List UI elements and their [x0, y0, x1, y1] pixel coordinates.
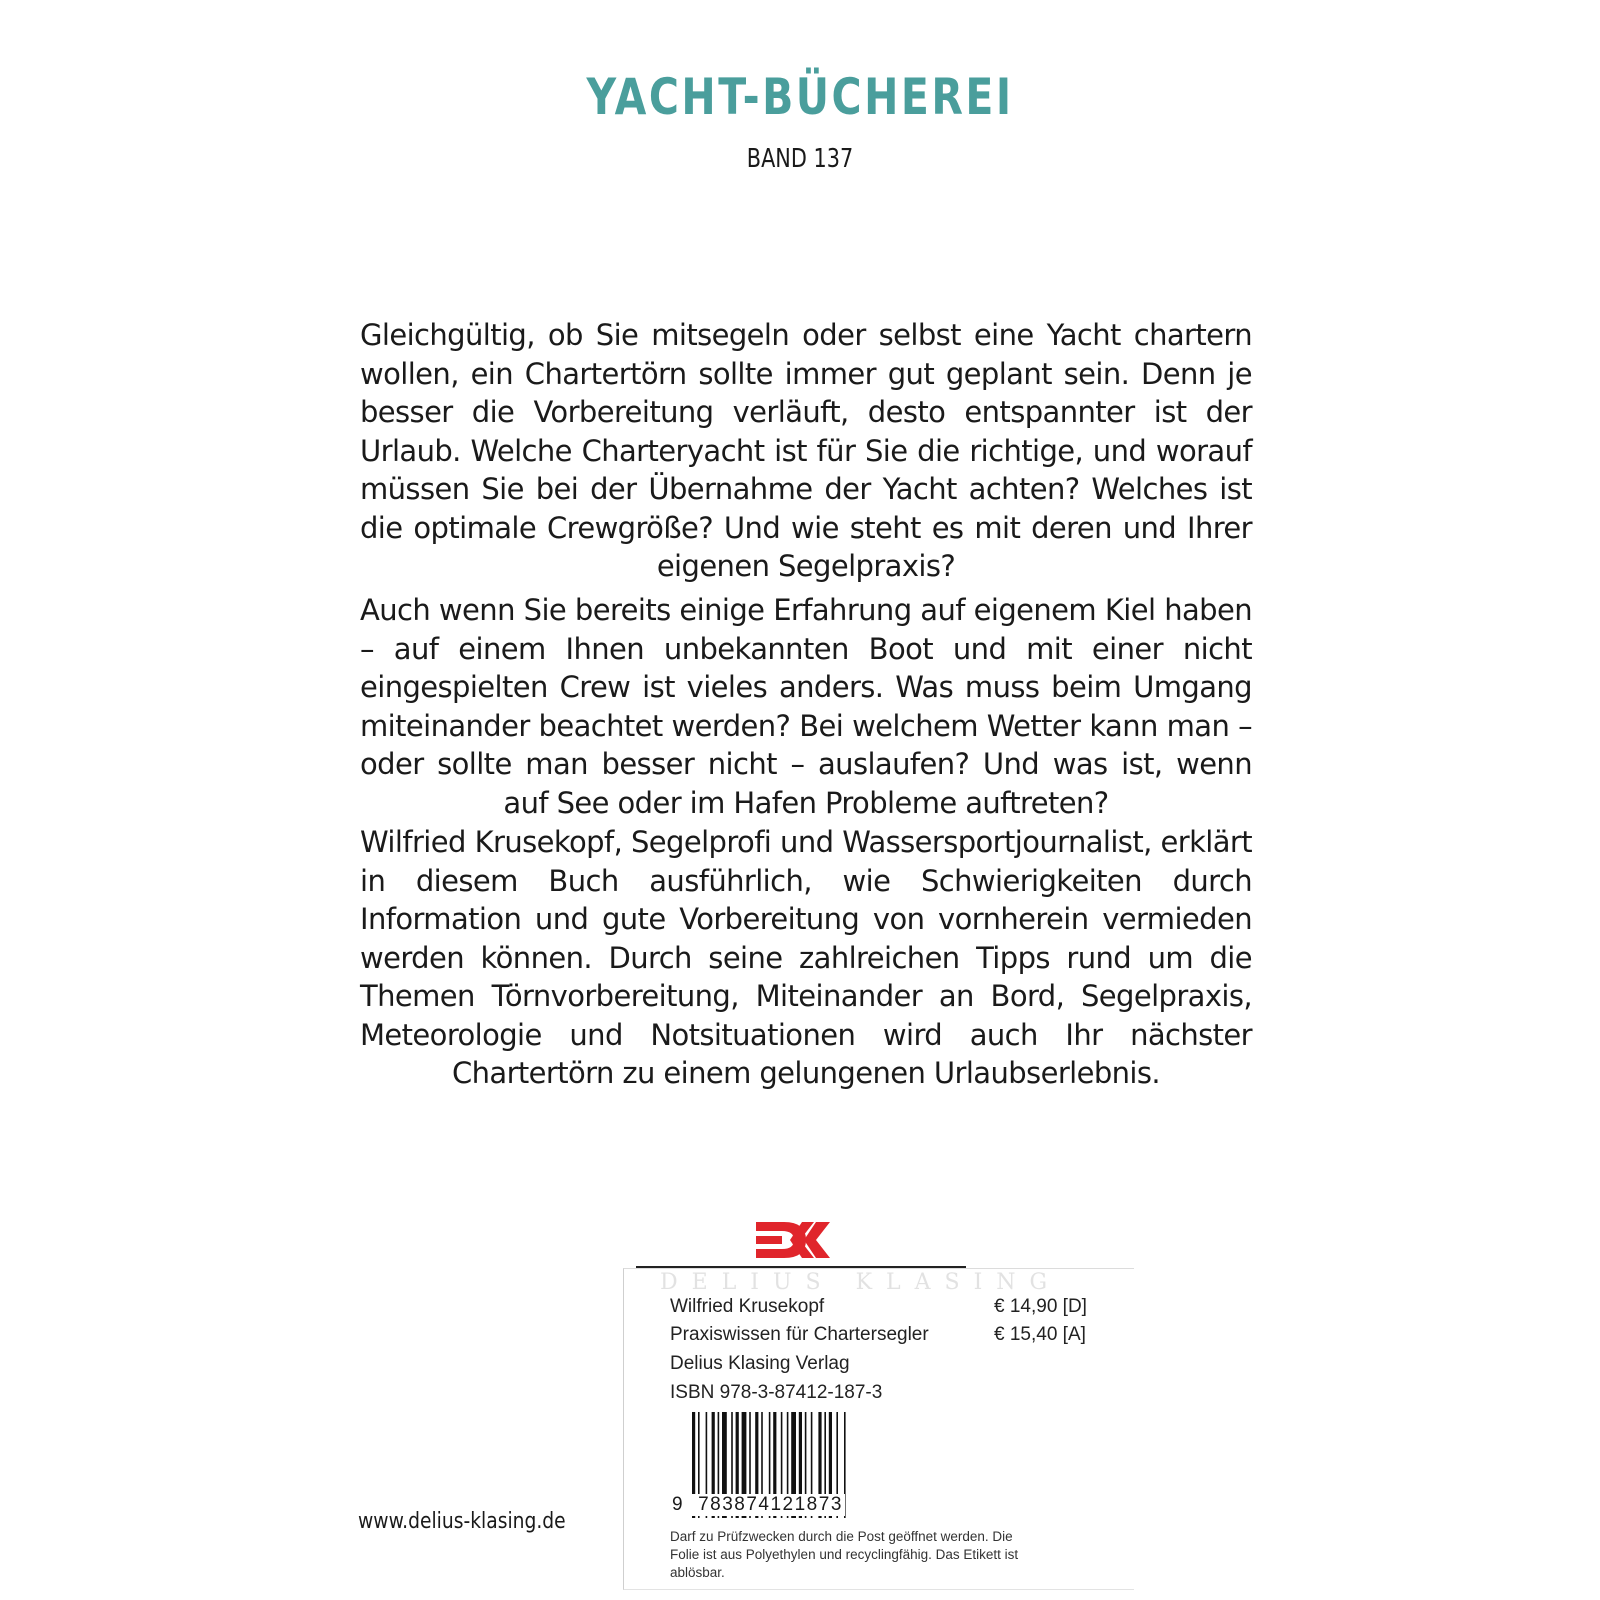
blurb-paragraph-3: Wilfried Krusekopf, Segelprofi und Wassersportjournalist, erklärt in diesem Buch ausführlich, wie Schwierigkeiten durch Information und gute Vorbereitung von vornherein vermieden werden können. Durch seine zahlreichen Tipps rund um die Themen Törnvorbereitung, Miteinander an Bord, Segelpraxis, Meteorologie und Notsituationen wird auch Ihr nächster Chartertörn zu einem gelungenen Urlaubserlebnis. [360, 825, 1252, 1090]
delius-klasing-logo-icon [754, 1220, 846, 1260]
price-germany: € 14,90 [D] [994, 1296, 1087, 1317]
barcode-number [670, 1494, 845, 1516]
label-author: Wilfried Krusekopf [670, 1296, 825, 1317]
label-publisher: Delius Klasing Verlag [670, 1353, 850, 1374]
website-link[interactable]: www.delius-klasing.de [358, 1509, 566, 1534]
label-title: Praxiswissen für Chartersegler [670, 1324, 929, 1345]
volume-number: BAND 137 [746, 144, 854, 174]
label-isbn: ISBN 978-3-87412-187-3 [670, 1382, 883, 1403]
barcode-first-digit: 9 [672, 1494, 685, 1515]
blurb-paragraph-1: Gleichgültig, ob Sie mitsegeln oder selbst eine Yacht chartern wollen, ein Chartertörn sollte immer gut geplant sein. Denn je besser die Vorbereitung verläuft, desto entspannter ist der Urlaub. Welche Charteryacht ist für Sie die richtige, und worauf müssen Sie bei der Übernahme der Yacht achten? Welches ist die optimale Crewgröße? Und wie steht es mit deren und Ihrer eigenen Segelpraxis? [360, 318, 1252, 583]
blurb-paragraph-2: Auch wenn Sie bereits einige Erfahrung auf eigenem Kiel haben – auf einem Ihnen unbekannten Boot und mit einer nicht eingespielten Crew ist vieles anders. Was muss beim Umgang miteinander beachtet werden? Bei welchem Wetter kann man – oder sollte man besser nicht – auslaufen? Und was ist, wenn auf See oder im Hafen Probleme auftreten? [360, 593, 1252, 820]
series-title: YACHT-BÜCHEREI [586, 68, 1014, 126]
label-watermark: DELIUS KLASING [660, 1270, 1062, 1295]
barcode-digits: 783874121873 [698, 1494, 843, 1515]
price-austria: € 15,40 [A] [994, 1324, 1086, 1345]
post-note: Darf zu Prüfzwecken durch die Post geöffnet werden. Die Folie ist aus Polyethylen und recyclingfähig. Das Etikett ist ablösbar. [670, 1529, 1019, 1580]
